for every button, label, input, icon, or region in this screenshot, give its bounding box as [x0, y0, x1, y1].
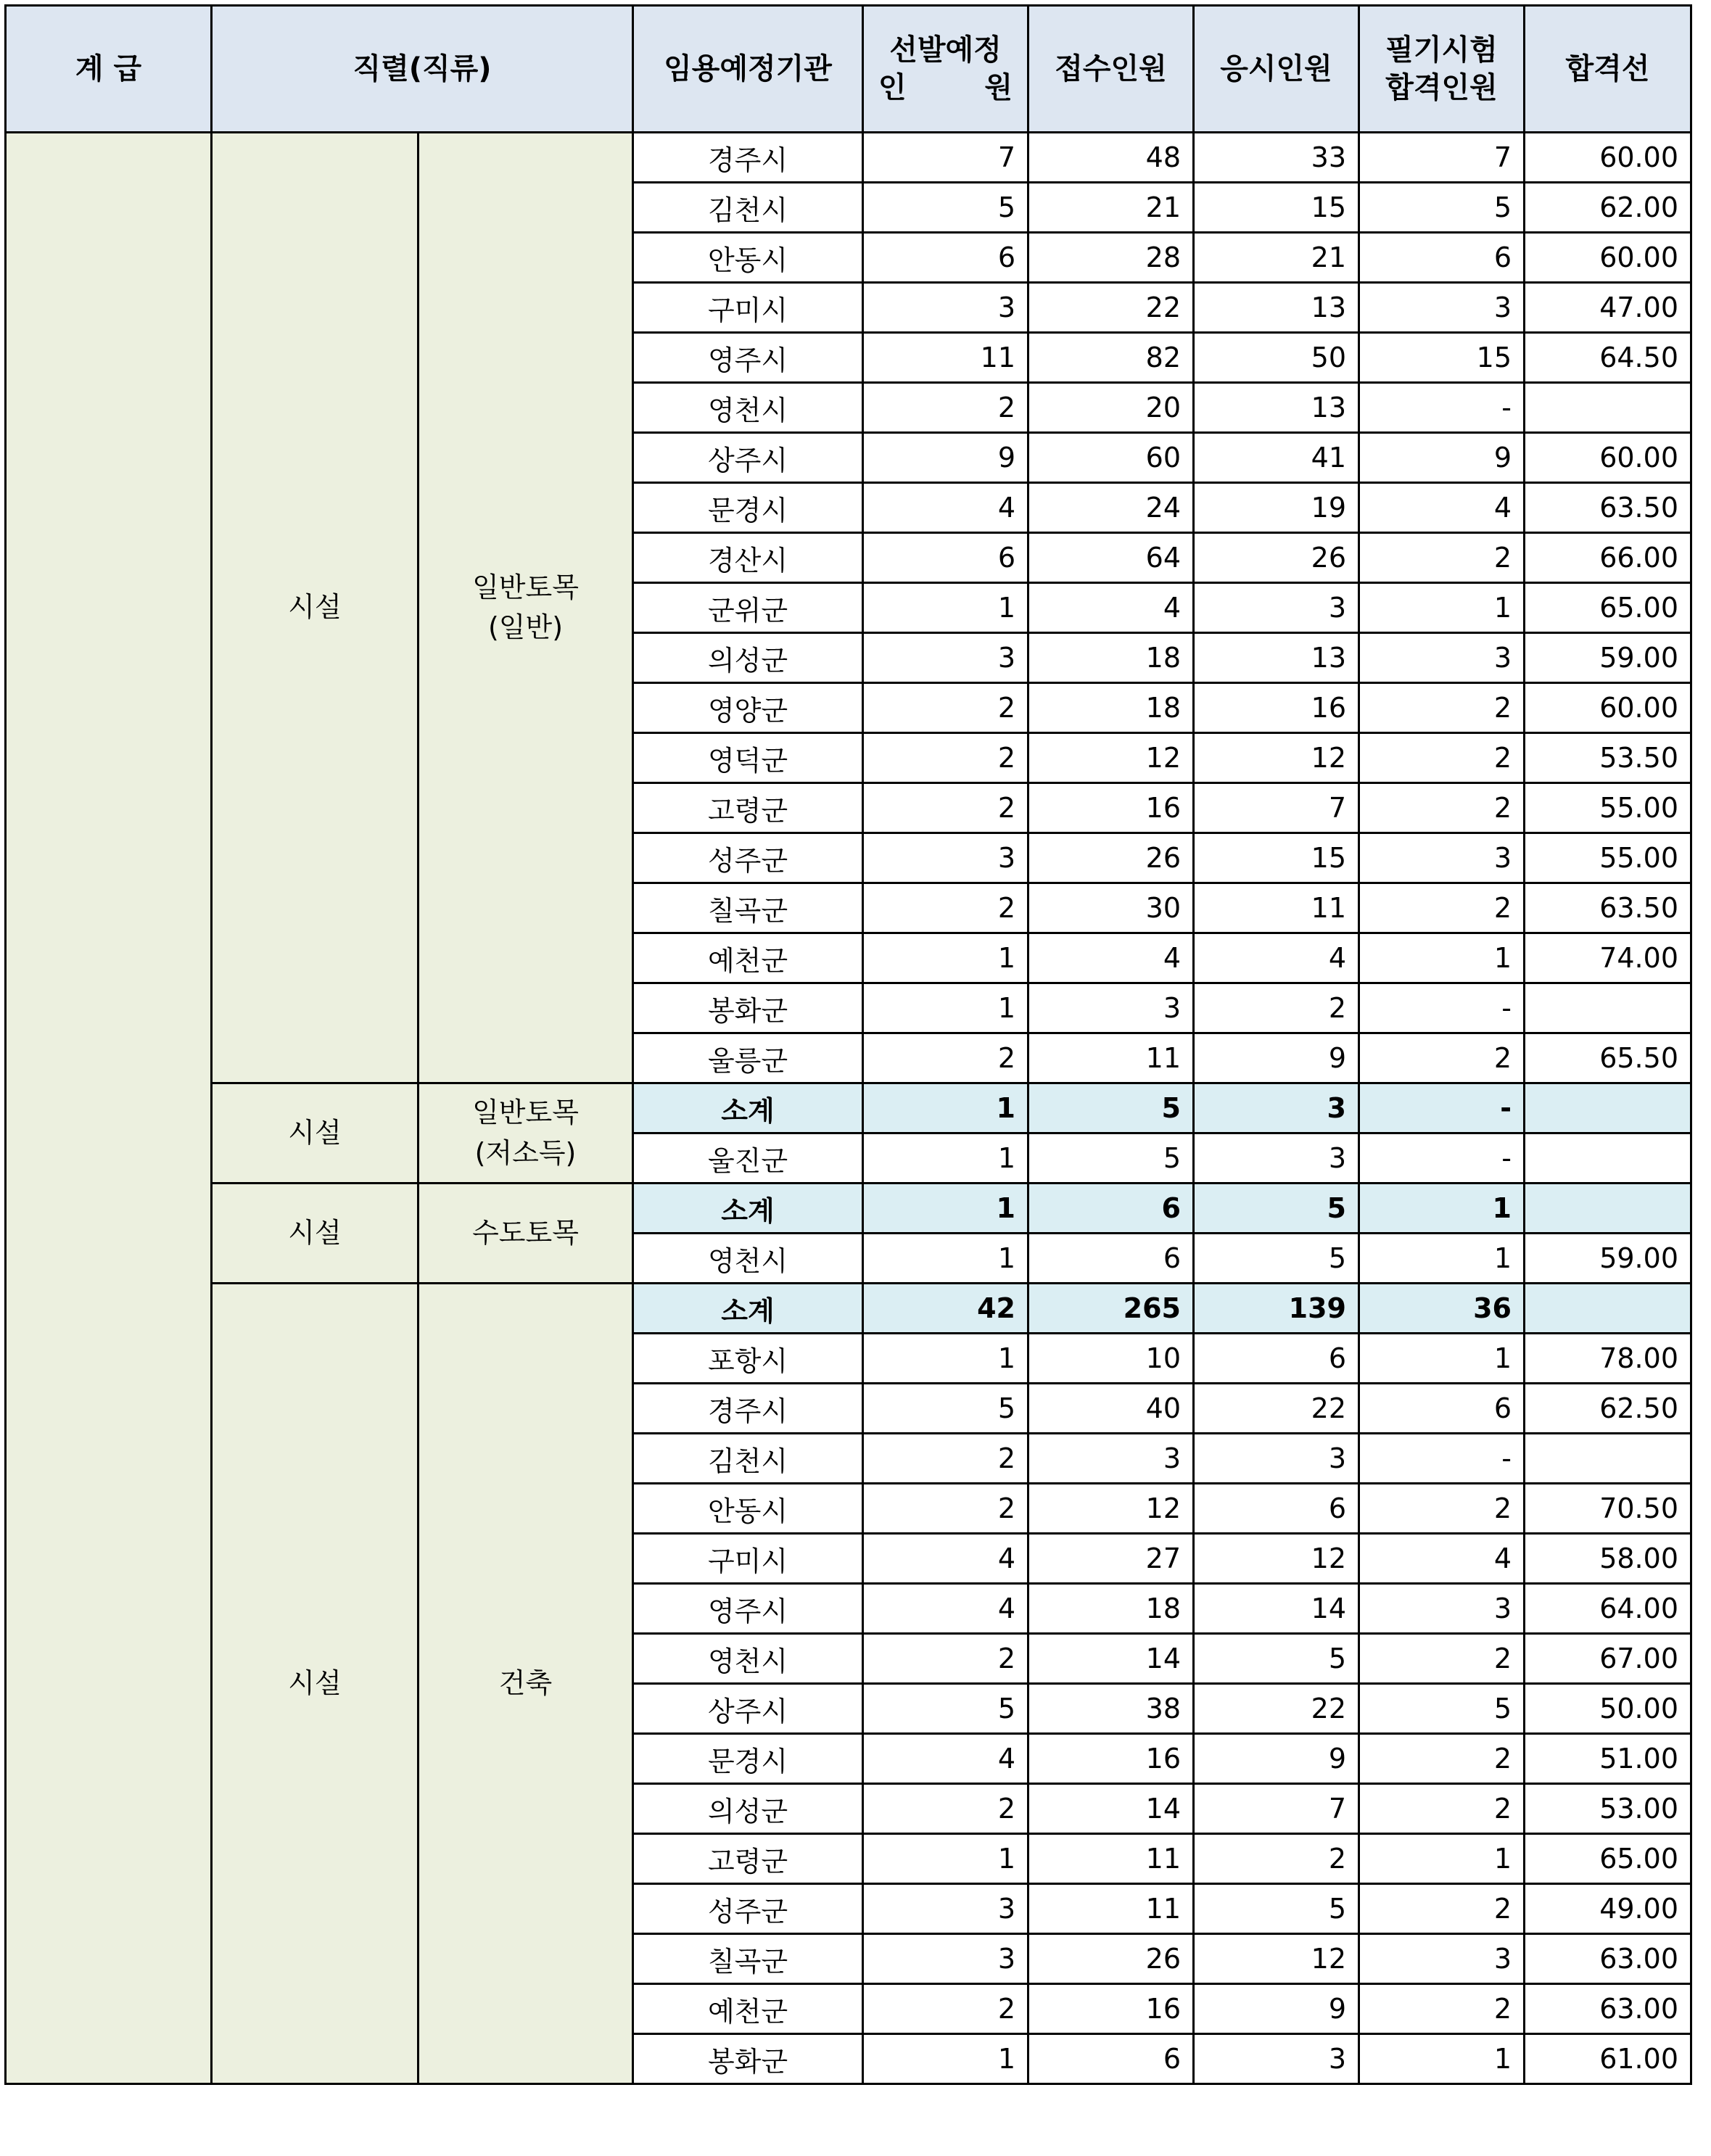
applied-cell: 6 — [1028, 1234, 1194, 1284]
planned-cell: 1 — [863, 2034, 1028, 2084]
examined-cell: 26 — [1194, 533, 1359, 583]
agency-cell: 봉화군 — [633, 2034, 863, 2084]
passed-cell: 2 — [1359, 783, 1525, 833]
agency-cell: 경주시 — [633, 133, 863, 183]
examined-cell: 12 — [1194, 733, 1359, 783]
planned-cell: 4 — [863, 483, 1028, 533]
planned-cell: 2 — [863, 783, 1028, 833]
applied-cell: 48 — [1028, 133, 1194, 183]
planned-cell: 1 — [863, 933, 1028, 983]
examined-cell: 50 — [1194, 333, 1359, 383]
examined-cell: 15 — [1194, 833, 1359, 883]
header-grade: 계 급 — [6, 6, 212, 133]
examined-cell: 9 — [1194, 1734, 1359, 1784]
planned-cell: 4 — [863, 1734, 1028, 1784]
cutoff-cell: 47.00 — [1525, 283, 1691, 333]
cutoff-cell — [1525, 1434, 1691, 1484]
cutoff-cell: 65.00 — [1525, 1834, 1691, 1884]
cutoff-cell: 61.00 — [1525, 2034, 1691, 2084]
planned-cell: 3 — [863, 1884, 1028, 1934]
passed-cell: 3 — [1359, 633, 1525, 683]
agency-cell: 칠곡군 — [633, 883, 863, 933]
passed-cell: 3 — [1359, 1934, 1525, 1984]
planned-cell: 2 — [863, 1484, 1028, 1534]
passed-cell: 2 — [1359, 1033, 1525, 1083]
cutoff-cell: 60.00 — [1525, 433, 1691, 483]
cutoff-cell — [1525, 1133, 1691, 1184]
applied-cell: 24 — [1028, 483, 1194, 533]
cutoff-cell — [1525, 383, 1691, 433]
passed-cell: 4 — [1359, 1534, 1525, 1584]
passed-cell: 2 — [1359, 1484, 1525, 1534]
applied-cell: 6 — [1028, 1184, 1194, 1234]
applied-cell: 38 — [1028, 1684, 1194, 1734]
planned-cell: 1 — [863, 1334, 1028, 1384]
agency-cell: 성주군 — [633, 833, 863, 883]
agency-cell: 영주시 — [633, 1584, 863, 1634]
cutoff-cell: 60.00 — [1525, 233, 1691, 283]
examined-cell: 13 — [1194, 283, 1359, 333]
examined-cell: 13 — [1194, 383, 1359, 433]
cutoff-cell: 67.00 — [1525, 1634, 1691, 1684]
cutoff-cell — [1525, 1284, 1691, 1334]
applied-cell: 12 — [1028, 733, 1194, 783]
examined-cell: 12 — [1194, 1934, 1359, 1984]
cutoff-cell: 59.00 — [1525, 633, 1691, 683]
class-line2: (저소득) — [474, 1136, 577, 1169]
grade-cell — [6, 133, 212, 2084]
cutoff-cell: 64.00 — [1525, 1584, 1691, 1634]
agency-cell: 상주시 — [633, 1684, 863, 1734]
cutoff-cell: 50.00 — [1525, 1684, 1691, 1734]
cutoff-cell: 70.50 — [1525, 1484, 1691, 1534]
agency-cell: 예천군 — [633, 1984, 863, 2034]
passed-cell: 36 — [1359, 1284, 1525, 1334]
examined-cell: 4 — [1194, 933, 1359, 983]
passed-cell: 2 — [1359, 533, 1525, 583]
examined-cell: 5 — [1194, 1184, 1359, 1234]
examined-cell: 5 — [1194, 1884, 1359, 1934]
header-examined: 응시인원 — [1194, 6, 1359, 133]
agency-cell: 소계 — [633, 1284, 863, 1334]
examined-cell: 6 — [1194, 1334, 1359, 1384]
header-agency: 임용예정기관 — [633, 6, 863, 133]
applied-cell: 6 — [1028, 2034, 1194, 2084]
header-row — [6, 6, 1691, 133]
agency-cell: 고령군 — [633, 783, 863, 833]
examined-cell: 3 — [1194, 1083, 1359, 1133]
applied-cell: 5 — [1028, 1083, 1194, 1133]
agency-cell: 안동시 — [633, 1484, 863, 1534]
subtotal-row — [6, 1284, 1691, 1334]
passed-cell: 4 — [1359, 483, 1525, 533]
applied-cell: 265 — [1028, 1284, 1194, 1334]
applied-cell: 11 — [1028, 1884, 1194, 1934]
applied-cell: 28 — [1028, 233, 1194, 283]
examined-cell: 2 — [1194, 1834, 1359, 1884]
agency-cell: 의성군 — [633, 1784, 863, 1834]
agency-cell: 상주시 — [633, 433, 863, 483]
planned-cell: 6 — [863, 233, 1028, 283]
planned-cell: 9 — [863, 433, 1028, 483]
planned-cell: 3 — [863, 633, 1028, 683]
applied-cell: 26 — [1028, 1934, 1194, 1984]
agency-cell: 영천시 — [633, 1634, 863, 1684]
cutoff-cell: 55.00 — [1525, 833, 1691, 883]
passed-cell: 1 — [1359, 1234, 1525, 1284]
passed-cell: - — [1359, 383, 1525, 433]
planned-cell: 2 — [863, 1634, 1028, 1684]
header-planned-line2b: 원 — [984, 71, 1013, 104]
header-cutoff: 합격선 — [1525, 6, 1691, 133]
cutoff-cell: 62.50 — [1525, 1384, 1691, 1434]
planned-cell: 2 — [863, 683, 1028, 733]
examined-cell: 14 — [1194, 1584, 1359, 1634]
cutoff-cell: 60.00 — [1525, 133, 1691, 183]
header-planned-line2a: 인 — [878, 71, 907, 104]
passed-cell: 7 — [1359, 133, 1525, 183]
passed-cell: - — [1359, 1083, 1525, 1133]
applied-cell: 82 — [1028, 333, 1194, 383]
passed-cell: 2 — [1359, 883, 1525, 933]
planned-cell: 1 — [863, 1083, 1028, 1133]
applied-cell: 18 — [1028, 1584, 1194, 1634]
passed-cell: 1 — [1359, 1834, 1525, 1884]
passed-cell: - — [1359, 1434, 1525, 1484]
planned-cell: 3 — [863, 833, 1028, 883]
examined-cell: 139 — [1194, 1284, 1359, 1334]
applied-cell: 26 — [1028, 833, 1194, 883]
applied-cell: 18 — [1028, 633, 1194, 683]
class-line1: 수도토목 — [472, 1216, 579, 1249]
examined-cell: 3 — [1194, 2034, 1359, 2084]
examined-cell: 7 — [1194, 783, 1359, 833]
passed-cell: 6 — [1359, 1384, 1525, 1434]
agency-cell: 영주시 — [633, 333, 863, 383]
examined-cell: 15 — [1194, 183, 1359, 233]
cutoff-cell: 63.00 — [1525, 1934, 1691, 1984]
applied-cell: 4 — [1028, 933, 1194, 983]
examined-cell: 7 — [1194, 1784, 1359, 1834]
planned-cell: 3 — [863, 283, 1028, 333]
examined-cell: 21 — [1194, 233, 1359, 283]
applied-cell: 16 — [1028, 783, 1194, 833]
applied-cell: 4 — [1028, 583, 1194, 633]
examined-cell: 5 — [1194, 1634, 1359, 1684]
agency-cell: 의성군 — [633, 633, 863, 683]
examined-cell: 6 — [1194, 1484, 1359, 1534]
planned-cell: 6 — [863, 533, 1028, 583]
agency-cell: 김천시 — [633, 183, 863, 233]
applied-cell: 3 — [1028, 1434, 1194, 1484]
header-planned-line2 — [864, 69, 1027, 107]
cutoff-cell: 65.50 — [1525, 1033, 1691, 1083]
table-body — [6, 133, 1691, 2084]
planned-cell: 2 — [863, 1033, 1028, 1083]
planned-cell: 1 — [863, 1133, 1028, 1184]
series-cell: 시설 — [212, 1083, 419, 1184]
passed-cell: 3 — [1359, 833, 1525, 883]
agency-cell: 문경시 — [633, 483, 863, 533]
class-cell — [419, 1284, 633, 2084]
passed-cell: 2 — [1359, 1734, 1525, 1784]
agency-cell: 칠곡군 — [633, 1934, 863, 1984]
cutoff-cell: 63.50 — [1525, 883, 1691, 933]
passed-cell: 2 — [1359, 683, 1525, 733]
planned-cell: 1 — [863, 1184, 1028, 1234]
passed-cell: 6 — [1359, 233, 1525, 283]
planned-cell: 2 — [863, 383, 1028, 433]
agency-cell: 영덕군 — [633, 733, 863, 783]
passed-cell: 3 — [1359, 1584, 1525, 1634]
passed-cell: 1 — [1359, 1184, 1525, 1234]
passed-cell: 2 — [1359, 1984, 1525, 2034]
series-cell: 시설 — [212, 1284, 419, 2084]
passed-cell: 1 — [1359, 933, 1525, 983]
applied-cell: 16 — [1028, 1734, 1194, 1784]
cutoff-cell: 49.00 — [1525, 1884, 1691, 1934]
examined-cell: 5 — [1194, 1234, 1359, 1284]
passed-cell: 15 — [1359, 333, 1525, 383]
applied-cell: 3 — [1028, 983, 1194, 1033]
applied-cell: 16 — [1028, 1984, 1194, 2034]
agency-cell: 구미시 — [633, 1534, 863, 1584]
agency-cell: 성주군 — [633, 1884, 863, 1934]
planned-cell: 3 — [863, 1934, 1028, 1984]
passed-cell: 1 — [1359, 583, 1525, 633]
applied-cell: 12 — [1028, 1484, 1194, 1534]
agency-cell: 군위군 — [633, 583, 863, 633]
examined-cell: 12 — [1194, 1534, 1359, 1584]
class-line2: (일반) — [487, 611, 564, 643]
cutoff-cell: 59.00 — [1525, 1234, 1691, 1284]
applied-cell: 18 — [1028, 683, 1194, 733]
agency-cell: 경주시 — [633, 1384, 863, 1434]
table-row — [6, 133, 1691, 183]
planned-cell: 4 — [863, 1534, 1028, 1584]
examined-cell: 33 — [1194, 133, 1359, 183]
agency-cell: 영천시 — [633, 383, 863, 433]
header-planned-line1: 선발예정 — [889, 33, 1002, 67]
cutoff-cell: 62.00 — [1525, 183, 1691, 233]
examined-cell: 13 — [1194, 633, 1359, 683]
cutoff-cell: 55.00 — [1525, 783, 1691, 833]
agency-cell: 포항시 — [633, 1334, 863, 1384]
cutoff-cell — [1525, 983, 1691, 1033]
header-passed — [1359, 6, 1525, 133]
agency-cell: 안동시 — [633, 233, 863, 283]
passed-cell: 3 — [1359, 283, 1525, 333]
header-planned — [863, 6, 1028, 133]
examined-cell: 9 — [1194, 1033, 1359, 1083]
agency-cell: 예천군 — [633, 933, 863, 983]
recruitment-results-table — [4, 4, 1692, 2085]
class-line1: 일반토목 — [472, 1096, 579, 1129]
applied-cell: 11 — [1028, 1834, 1194, 1884]
passed-cell: 2 — [1359, 1784, 1525, 1834]
applied-cell: 27 — [1028, 1534, 1194, 1584]
series-cell: 시설 — [212, 133, 419, 1083]
subtotal-row — [6, 1184, 1691, 1234]
planned-cell: 4 — [863, 1584, 1028, 1634]
examined-cell: 16 — [1194, 683, 1359, 733]
examined-cell: 3 — [1194, 1434, 1359, 1484]
subtotal-row — [6, 1083, 1691, 1133]
agency-cell: 구미시 — [633, 283, 863, 333]
passed-cell: 5 — [1359, 1684, 1525, 1734]
passed-cell: 1 — [1359, 2034, 1525, 2084]
class-cell — [419, 133, 633, 1083]
agency-cell: 고령군 — [633, 1834, 863, 1884]
cutoff-cell: 65.00 — [1525, 583, 1691, 633]
cutoff-cell: 66.00 — [1525, 533, 1691, 583]
cutoff-cell — [1525, 1184, 1691, 1234]
agency-cell: 소계 — [633, 1184, 863, 1234]
planned-cell: 2 — [863, 1434, 1028, 1484]
cutoff-cell: 60.00 — [1525, 683, 1691, 733]
cutoff-cell: 63.50 — [1525, 483, 1691, 533]
applied-cell: 30 — [1028, 883, 1194, 933]
cutoff-cell: 53.00 — [1525, 1784, 1691, 1834]
cutoff-cell: 74.00 — [1525, 933, 1691, 983]
class-cell — [419, 1184, 633, 1284]
class-line1: 건축 — [498, 1666, 553, 1699]
cutoff-cell: 78.00 — [1525, 1334, 1691, 1384]
cutoff-cell: 51.00 — [1525, 1734, 1691, 1784]
applied-cell: 22 — [1028, 283, 1194, 333]
examined-cell: 3 — [1194, 583, 1359, 633]
planned-cell: 2 — [863, 1784, 1028, 1834]
cutoff-cell: 64.50 — [1525, 333, 1691, 383]
planned-cell: 2 — [863, 883, 1028, 933]
passed-cell: 2 — [1359, 1884, 1525, 1934]
applied-cell: 64 — [1028, 533, 1194, 583]
applied-cell: 20 — [1028, 383, 1194, 433]
applied-cell: 14 — [1028, 1784, 1194, 1834]
applied-cell: 21 — [1028, 183, 1194, 233]
agency-cell: 경산시 — [633, 533, 863, 583]
passed-cell: - — [1359, 983, 1525, 1033]
cutoff-cell: 58.00 — [1525, 1534, 1691, 1584]
planned-cell: 11 — [863, 333, 1028, 383]
passed-cell: 1 — [1359, 1334, 1525, 1384]
planned-cell: 1 — [863, 983, 1028, 1033]
planned-cell: 42 — [863, 1284, 1028, 1334]
planned-cell: 5 — [863, 1684, 1028, 1734]
header-position: 직렬(직류) — [212, 6, 633, 133]
agency-cell: 김천시 — [633, 1434, 863, 1484]
agency-cell: 울릉군 — [633, 1033, 863, 1083]
applied-cell: 40 — [1028, 1384, 1194, 1434]
cutoff-cell — [1525, 1083, 1691, 1133]
planned-cell: 1 — [863, 1834, 1028, 1884]
class-cell — [419, 1083, 633, 1184]
header-passed-line1: 필기시험 — [1385, 33, 1498, 67]
class-line1: 일반토목 — [472, 571, 579, 603]
applied-cell: 60 — [1028, 433, 1194, 483]
agency-cell: 영양군 — [633, 683, 863, 733]
passed-cell: 2 — [1359, 1634, 1525, 1684]
agency-cell: 영천시 — [633, 1234, 863, 1284]
header-passed-line2: 합격인원 — [1385, 71, 1498, 104]
applied-cell: 10 — [1028, 1334, 1194, 1384]
planned-cell: 5 — [863, 183, 1028, 233]
examined-cell: 22 — [1194, 1384, 1359, 1434]
examined-cell: 9 — [1194, 1984, 1359, 2034]
examined-cell: 2 — [1194, 983, 1359, 1033]
agency-cell: 울진군 — [633, 1133, 863, 1184]
passed-cell: 2 — [1359, 733, 1525, 783]
series-cell: 시설 — [212, 1184, 419, 1284]
examined-cell: 19 — [1194, 483, 1359, 533]
agency-cell: 문경시 — [633, 1734, 863, 1784]
cutoff-cell: 63.00 — [1525, 1984, 1691, 2034]
planned-cell: 1 — [863, 583, 1028, 633]
planned-cell: 2 — [863, 733, 1028, 783]
planned-cell: 5 — [863, 1384, 1028, 1434]
planned-cell: 7 — [863, 133, 1028, 183]
passed-cell: 9 — [1359, 433, 1525, 483]
applied-cell: 11 — [1028, 1033, 1194, 1083]
planned-cell: 2 — [863, 1984, 1028, 2034]
applied-cell: 14 — [1028, 1634, 1194, 1684]
examined-cell: 3 — [1194, 1133, 1359, 1184]
examined-cell: 41 — [1194, 433, 1359, 483]
planned-cell: 1 — [863, 1234, 1028, 1284]
examined-cell: 11 — [1194, 883, 1359, 933]
applied-cell: 5 — [1028, 1133, 1194, 1184]
cutoff-cell: 53.50 — [1525, 733, 1691, 783]
agency-cell: 봉화군 — [633, 983, 863, 1033]
agency-cell: 소계 — [633, 1083, 863, 1133]
passed-cell: 5 — [1359, 183, 1525, 233]
header-applied: 접수인원 — [1028, 6, 1194, 133]
passed-cell: - — [1359, 1133, 1525, 1184]
examined-cell: 22 — [1194, 1684, 1359, 1734]
